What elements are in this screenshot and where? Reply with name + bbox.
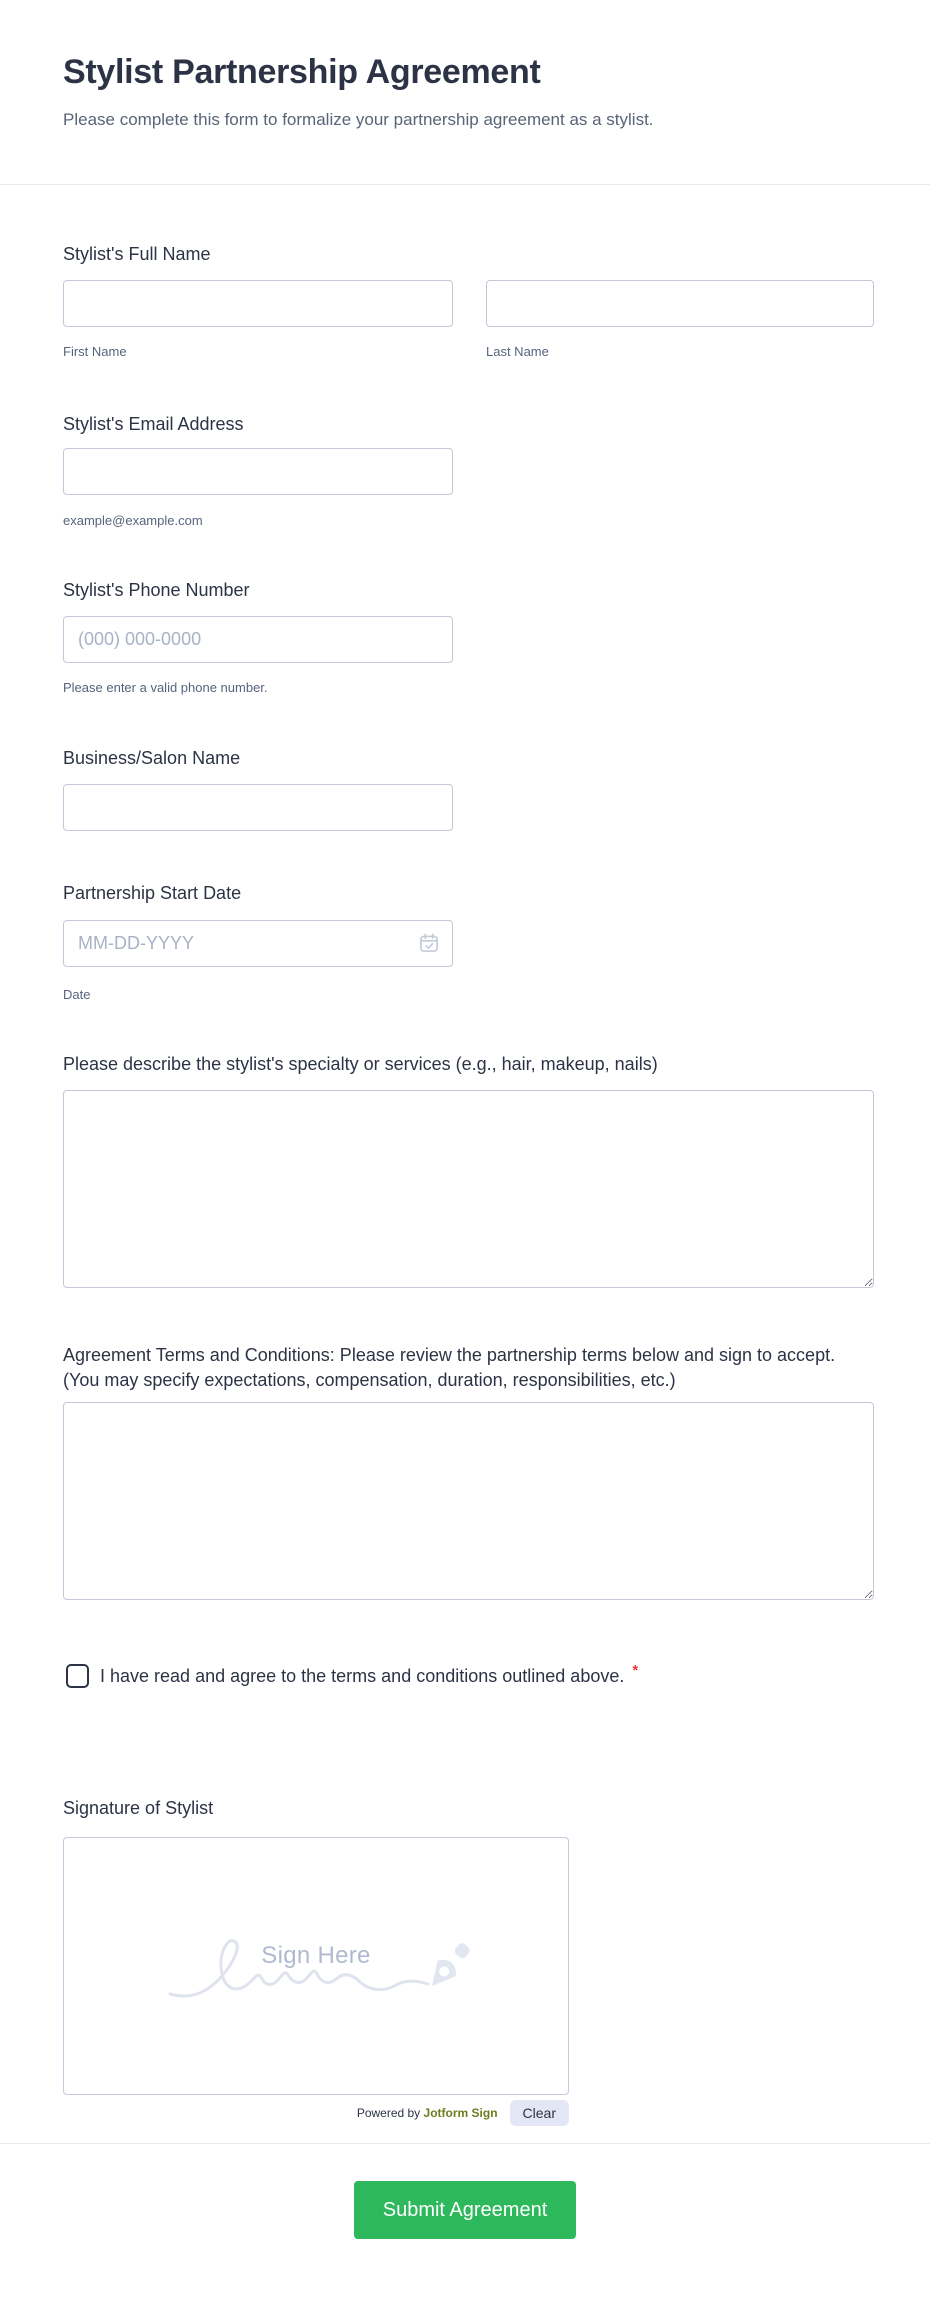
full-name-field bbox=[63, 242, 867, 360]
phone-sublabel: Please enter a valid phone number. bbox=[63, 680, 268, 695]
date-input[interactable] bbox=[63, 920, 453, 967]
sign-here-text: Sign Here bbox=[261, 1942, 371, 1969]
start-date-label: Partnership Start Date bbox=[63, 883, 242, 903]
jotform-sign-brand: Jotform Sign bbox=[423, 2106, 498, 2120]
date-sublabel: Date bbox=[63, 987, 91, 1002]
clear-button[interactable]: Clear bbox=[510, 2100, 569, 2126]
pen-nib-icon bbox=[423, 1938, 475, 1994]
specialty-field bbox=[63, 1052, 867, 1288]
phone-label: Stylist's Phone Number bbox=[63, 580, 250, 600]
first-name-group bbox=[63, 280, 453, 360]
full-name-inputs bbox=[63, 280, 867, 360]
calendar-icon[interactable] bbox=[418, 932, 440, 954]
start-date-field bbox=[63, 881, 867, 1003]
last-name-input[interactable] bbox=[486, 280, 874, 327]
phone-field bbox=[63, 578, 867, 696]
powered-by-text bbox=[357, 2106, 498, 2120]
submit-button[interactable]: Submit Agreement bbox=[354, 2181, 576, 2239]
form-footer bbox=[0, 2143, 930, 2291]
terms-field bbox=[63, 1343, 867, 1600]
first-name-sublabel: First Name bbox=[63, 344, 127, 359]
email-input[interactable] bbox=[63, 448, 453, 495]
signature-squiggle bbox=[164, 1930, 476, 2016]
business-name-field bbox=[63, 746, 867, 831]
last-name-sublabel: Last Name bbox=[486, 344, 549, 359]
agreement-field bbox=[63, 1661, 867, 1688]
form-header bbox=[0, 0, 930, 185]
signature-label: Signature of Stylist bbox=[63, 1798, 214, 1818]
email-sublabel: example@example.com bbox=[63, 513, 203, 528]
business-name-label: Business/Salon Name bbox=[63, 748, 241, 768]
email-label: Stylist's Email Address bbox=[63, 414, 244, 434]
powered-by-label: Powered by bbox=[356, 2106, 421, 2120]
date-input-wrap bbox=[63, 920, 453, 967]
form-body bbox=[0, 242, 930, 2126]
terms-label: Agreement Terms and Conditions: Please review the partnership terms below and sign to accept. (You may specify expectations, compensation, duration, responsibilities, etc.) bbox=[63, 1345, 836, 1390]
business-name-input[interactable] bbox=[63, 784, 453, 831]
signature-pad[interactable] bbox=[63, 1837, 569, 2095]
signature-field bbox=[63, 1796, 867, 2126]
first-name-input[interactable] bbox=[63, 280, 453, 327]
page-subtitle: Please complete this form to formalize your partnership agreement as a stylist. bbox=[63, 110, 654, 129]
specialty-label: Please describe the stylist's specialty or services (e.g., hair, makeup, nails) bbox=[63, 1054, 658, 1074]
phone-input[interactable] bbox=[63, 616, 453, 663]
required-asterisk: * bbox=[632, 1661, 639, 1679]
terms-checkbox[interactable] bbox=[66, 1664, 89, 1688]
terms-textarea[interactable] bbox=[63, 1402, 874, 1600]
signature-footer-row bbox=[63, 2100, 569, 2126]
full-name-label: Stylist's Full Name bbox=[63, 244, 211, 264]
terms-checkbox-label: I have read and agree to the terms and conditions outlined above. bbox=[100, 1666, 625, 1686]
last-name-group bbox=[486, 280, 874, 360]
page-title: Stylist Partnership Agreement bbox=[63, 53, 541, 91]
specialty-textarea[interactable] bbox=[63, 1090, 874, 1288]
email-field bbox=[63, 412, 867, 529]
